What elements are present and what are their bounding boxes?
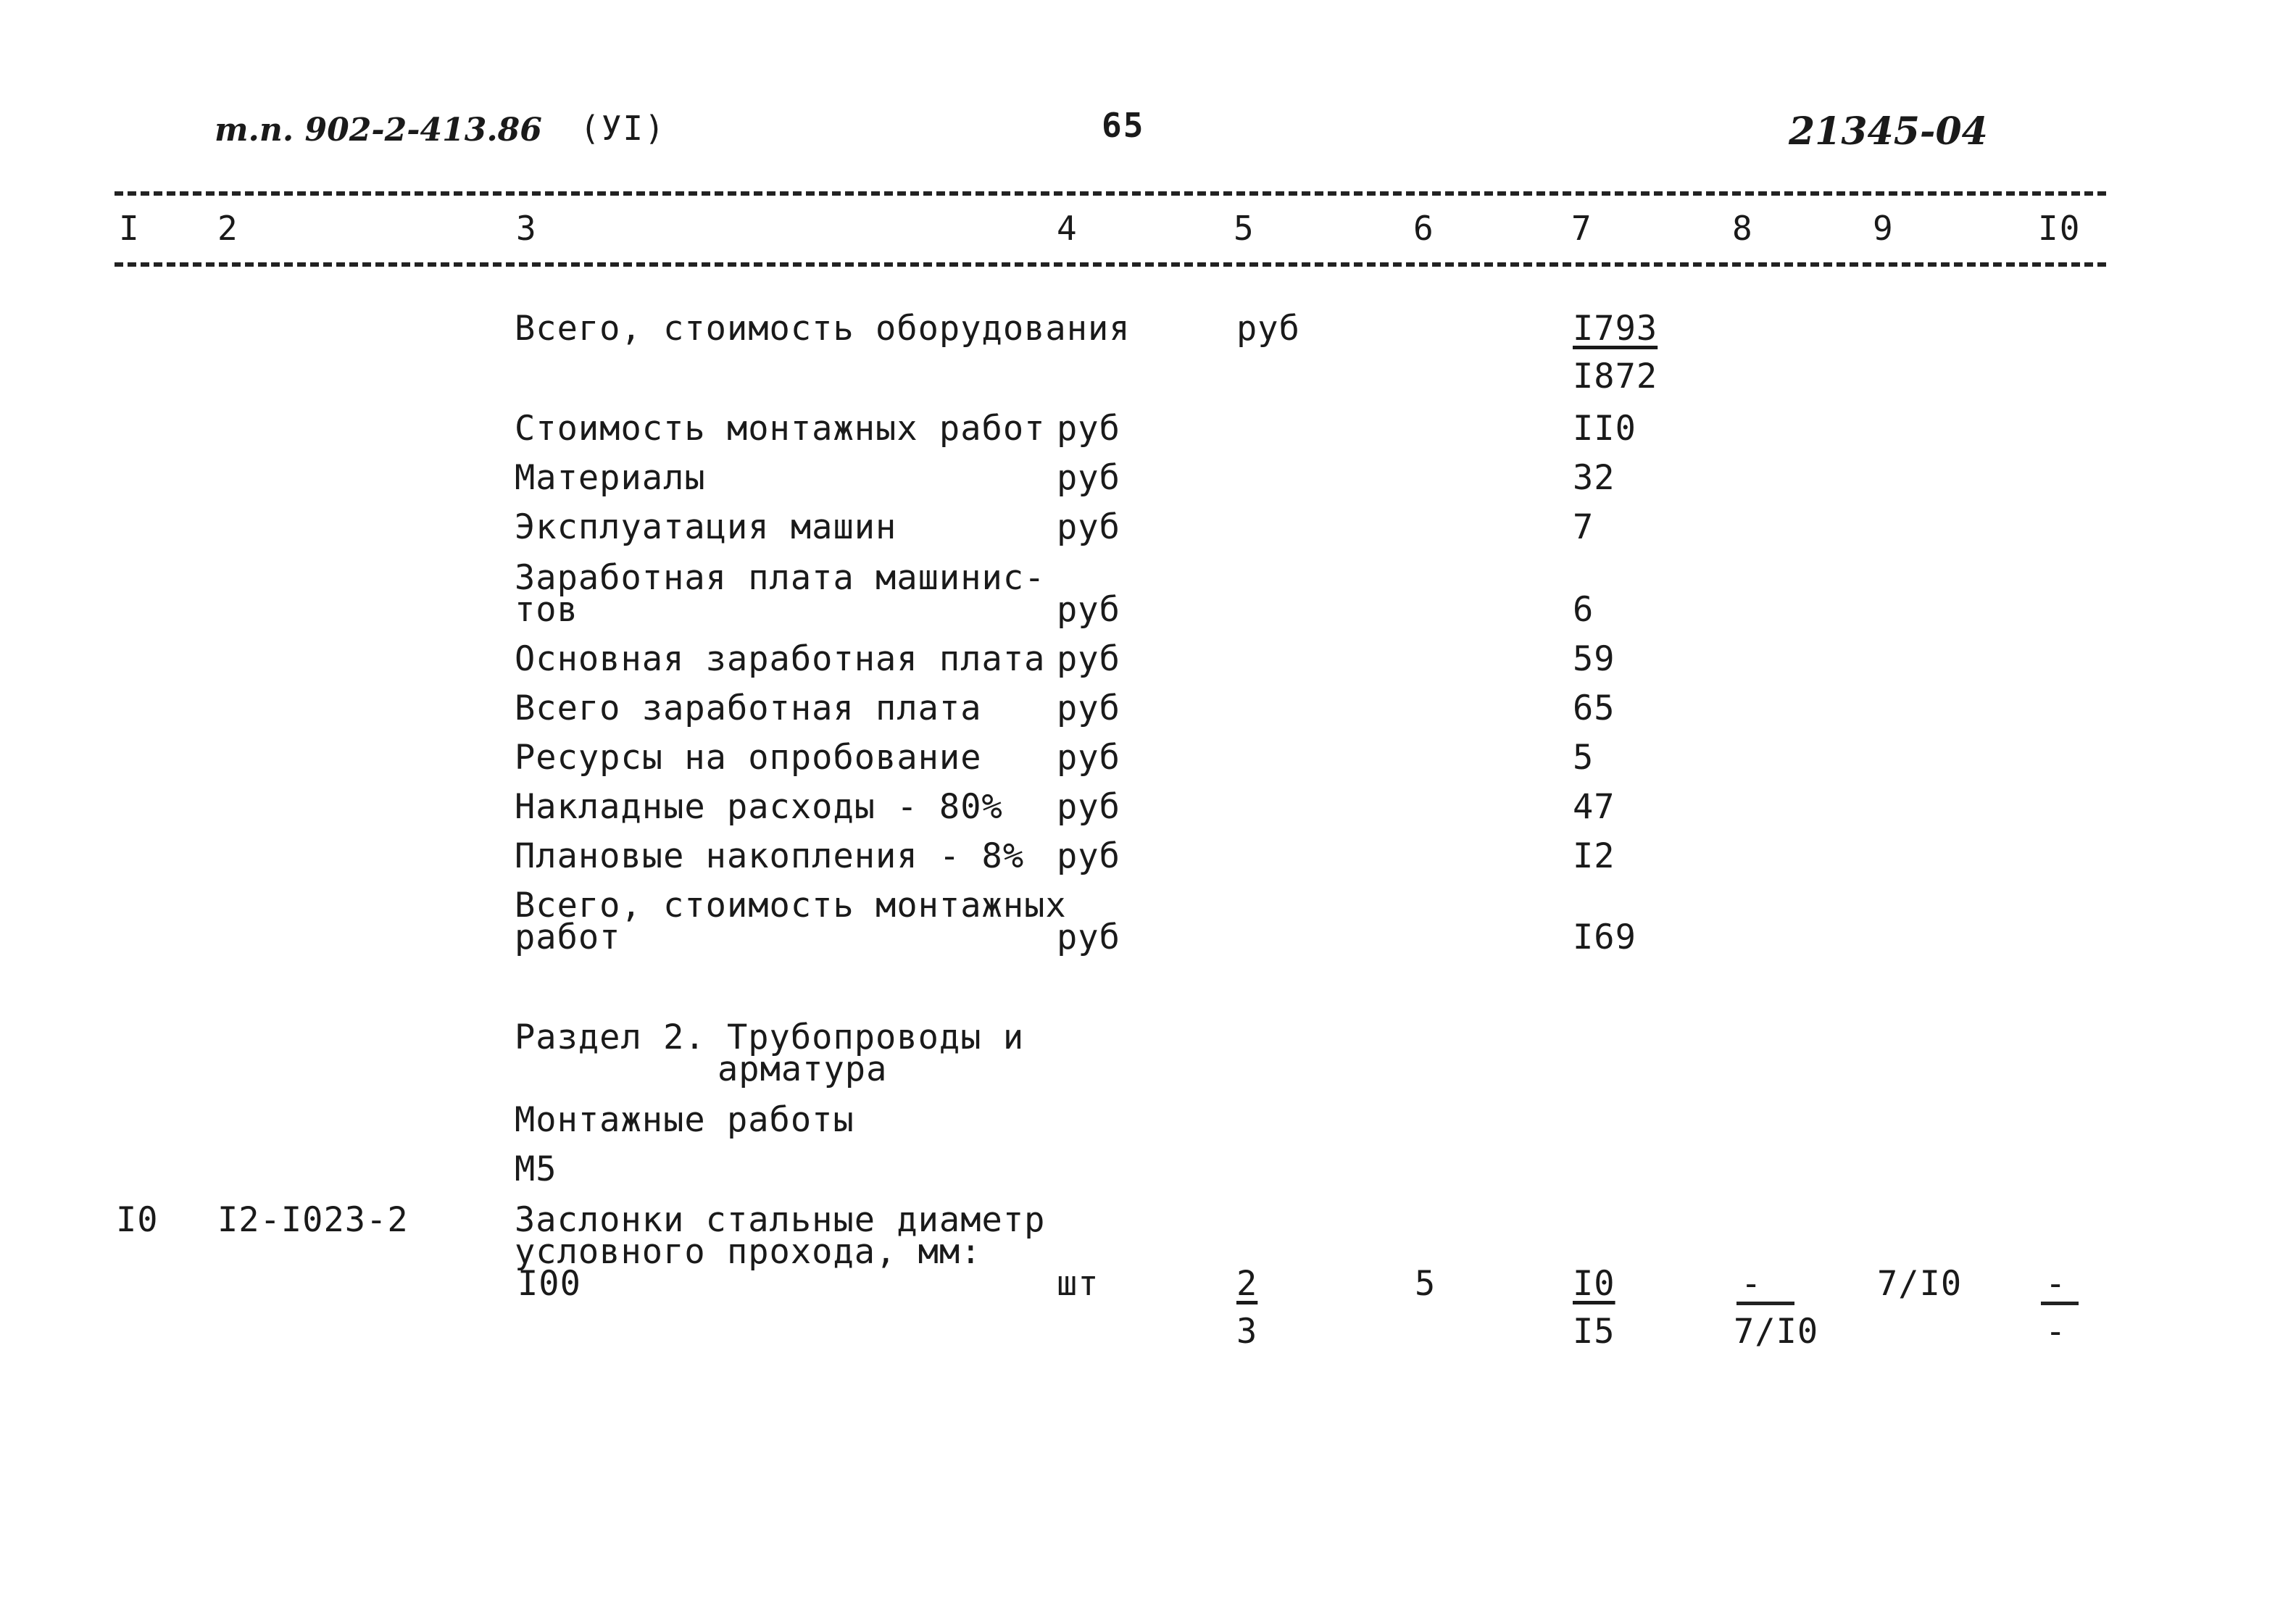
- summary-row-unit: руб: [1057, 917, 1120, 957]
- summary-row-value: 7: [1573, 507, 1594, 547]
- summary-row-unit: руб: [1057, 458, 1120, 498]
- summary-row-value: I2: [1573, 836, 1615, 876]
- col-header-10: I0: [2038, 209, 2081, 248]
- item-code: I2-I023-2: [217, 1200, 409, 1240]
- item-col8-bottom: 7/I0: [1734, 1312, 1819, 1352]
- summary-row-label: Накладные расходы - 80%: [515, 787, 1003, 827]
- col-header-5: 5: [1234, 209, 1255, 248]
- fraction-bar: [2041, 1302, 2079, 1305]
- equipment-total-value-top: I793: [1573, 309, 1658, 349]
- summary-row-value: 5: [1573, 738, 1594, 778]
- summary-row-value: 47: [1573, 787, 1615, 827]
- summary-row-unit: руб: [1057, 507, 1120, 547]
- item-name-line2: условного прохода, мм:: [515, 1232, 982, 1272]
- col-header-4: 4: [1057, 209, 1078, 248]
- page-number: 65: [1102, 106, 1145, 145]
- section-subtitle: Монтажные работы: [515, 1100, 854, 1140]
- summary-row-label: Стоимость монтажных работ: [515, 409, 1046, 449]
- summary-row-unit: руб: [1057, 787, 1120, 827]
- equipment-total-unit: руб: [1236, 309, 1300, 349]
- col-header-2: 2: [217, 209, 239, 248]
- col-header-3: 3: [516, 209, 538, 248]
- summary-row-unit: руб: [1057, 836, 1120, 876]
- item-name-line1: Заслонки стальные диаметр: [515, 1200, 1046, 1240]
- summary-row-unit: руб: [1057, 590, 1120, 630]
- col-header-1: I: [119, 209, 141, 248]
- header-rule-top: [115, 191, 2106, 196]
- summary-row-label: Плановые накопления - 8%: [515, 836, 1025, 876]
- summary-row-label-line2: работ: [515, 917, 621, 957]
- summary-row-value: 6: [1573, 590, 1594, 630]
- equipment-total-value-bottom: I872: [1573, 357, 1658, 396]
- fraction-bar: [1736, 1302, 1794, 1305]
- item-unit: шт: [1057, 1264, 1099, 1304]
- item-size: I00: [517, 1264, 581, 1304]
- summary-row-label: Ресурсы на опробование: [515, 738, 982, 778]
- summary-row-label-line1: Заработная плата машинис-: [515, 558, 1046, 598]
- project-code: т.п. 902-2-413.86: [215, 112, 542, 149]
- summary-row-unit: руб: [1057, 688, 1120, 728]
- item-col7-top: I0: [1573, 1264, 1615, 1304]
- item-col9: 7/I0: [1877, 1264, 1963, 1304]
- summary-row-value: 59: [1573, 639, 1615, 679]
- summary-row-value: I69: [1573, 917, 1636, 957]
- section-code: М5: [515, 1149, 557, 1189]
- col-header-9: 9: [1873, 209, 1894, 248]
- item-col7-bottom: I5: [1573, 1312, 1615, 1352]
- summary-row-value: 65: [1573, 688, 1615, 728]
- summary-row-label: Основная заработная плата: [515, 639, 1046, 679]
- summary-row-label-line1: Всего, стоимость монтажных: [515, 886, 1067, 925]
- item-col6: 5: [1415, 1264, 1436, 1304]
- section-title-line1: Раздел 2. Трубопроводы и: [515, 1017, 1025, 1057]
- summary-row-unit: руб: [1057, 409, 1120, 449]
- doc-number: 21345-04: [1789, 109, 1988, 154]
- col-header-6: 6: [1413, 209, 1435, 248]
- item-col10-top: -: [2045, 1264, 2067, 1304]
- summary-row-value: II0: [1573, 409, 1636, 449]
- volume-label: (УI): [580, 109, 666, 148]
- col-header-8: 8: [1732, 209, 1754, 248]
- summary-row-unit: руб: [1057, 639, 1120, 679]
- item-number: I0: [116, 1200, 159, 1240]
- item-col5-top: 2: [1236, 1264, 1258, 1304]
- section-title-line2: арматура: [718, 1049, 888, 1089]
- summary-row-label: Эксплуатация машин: [515, 507, 897, 547]
- summary-row-unit: руб: [1057, 738, 1120, 778]
- item-col5-bottom: 3: [1236, 1312, 1258, 1352]
- summary-row-value: 32: [1573, 458, 1615, 498]
- summary-row-label: Материалы: [515, 458, 706, 498]
- summary-row-label: Всего заработная плата: [515, 688, 982, 728]
- summary-row-label-line2: тов: [515, 590, 578, 630]
- item-col8-top: -: [1741, 1264, 1763, 1304]
- item-col10-bottom: -: [2045, 1312, 2067, 1352]
- header-rule-bottom: [115, 262, 2106, 267]
- equipment-total-label: Всего, стоимость оборудования: [515, 309, 1131, 349]
- col-header-7: 7: [1571, 209, 1593, 248]
